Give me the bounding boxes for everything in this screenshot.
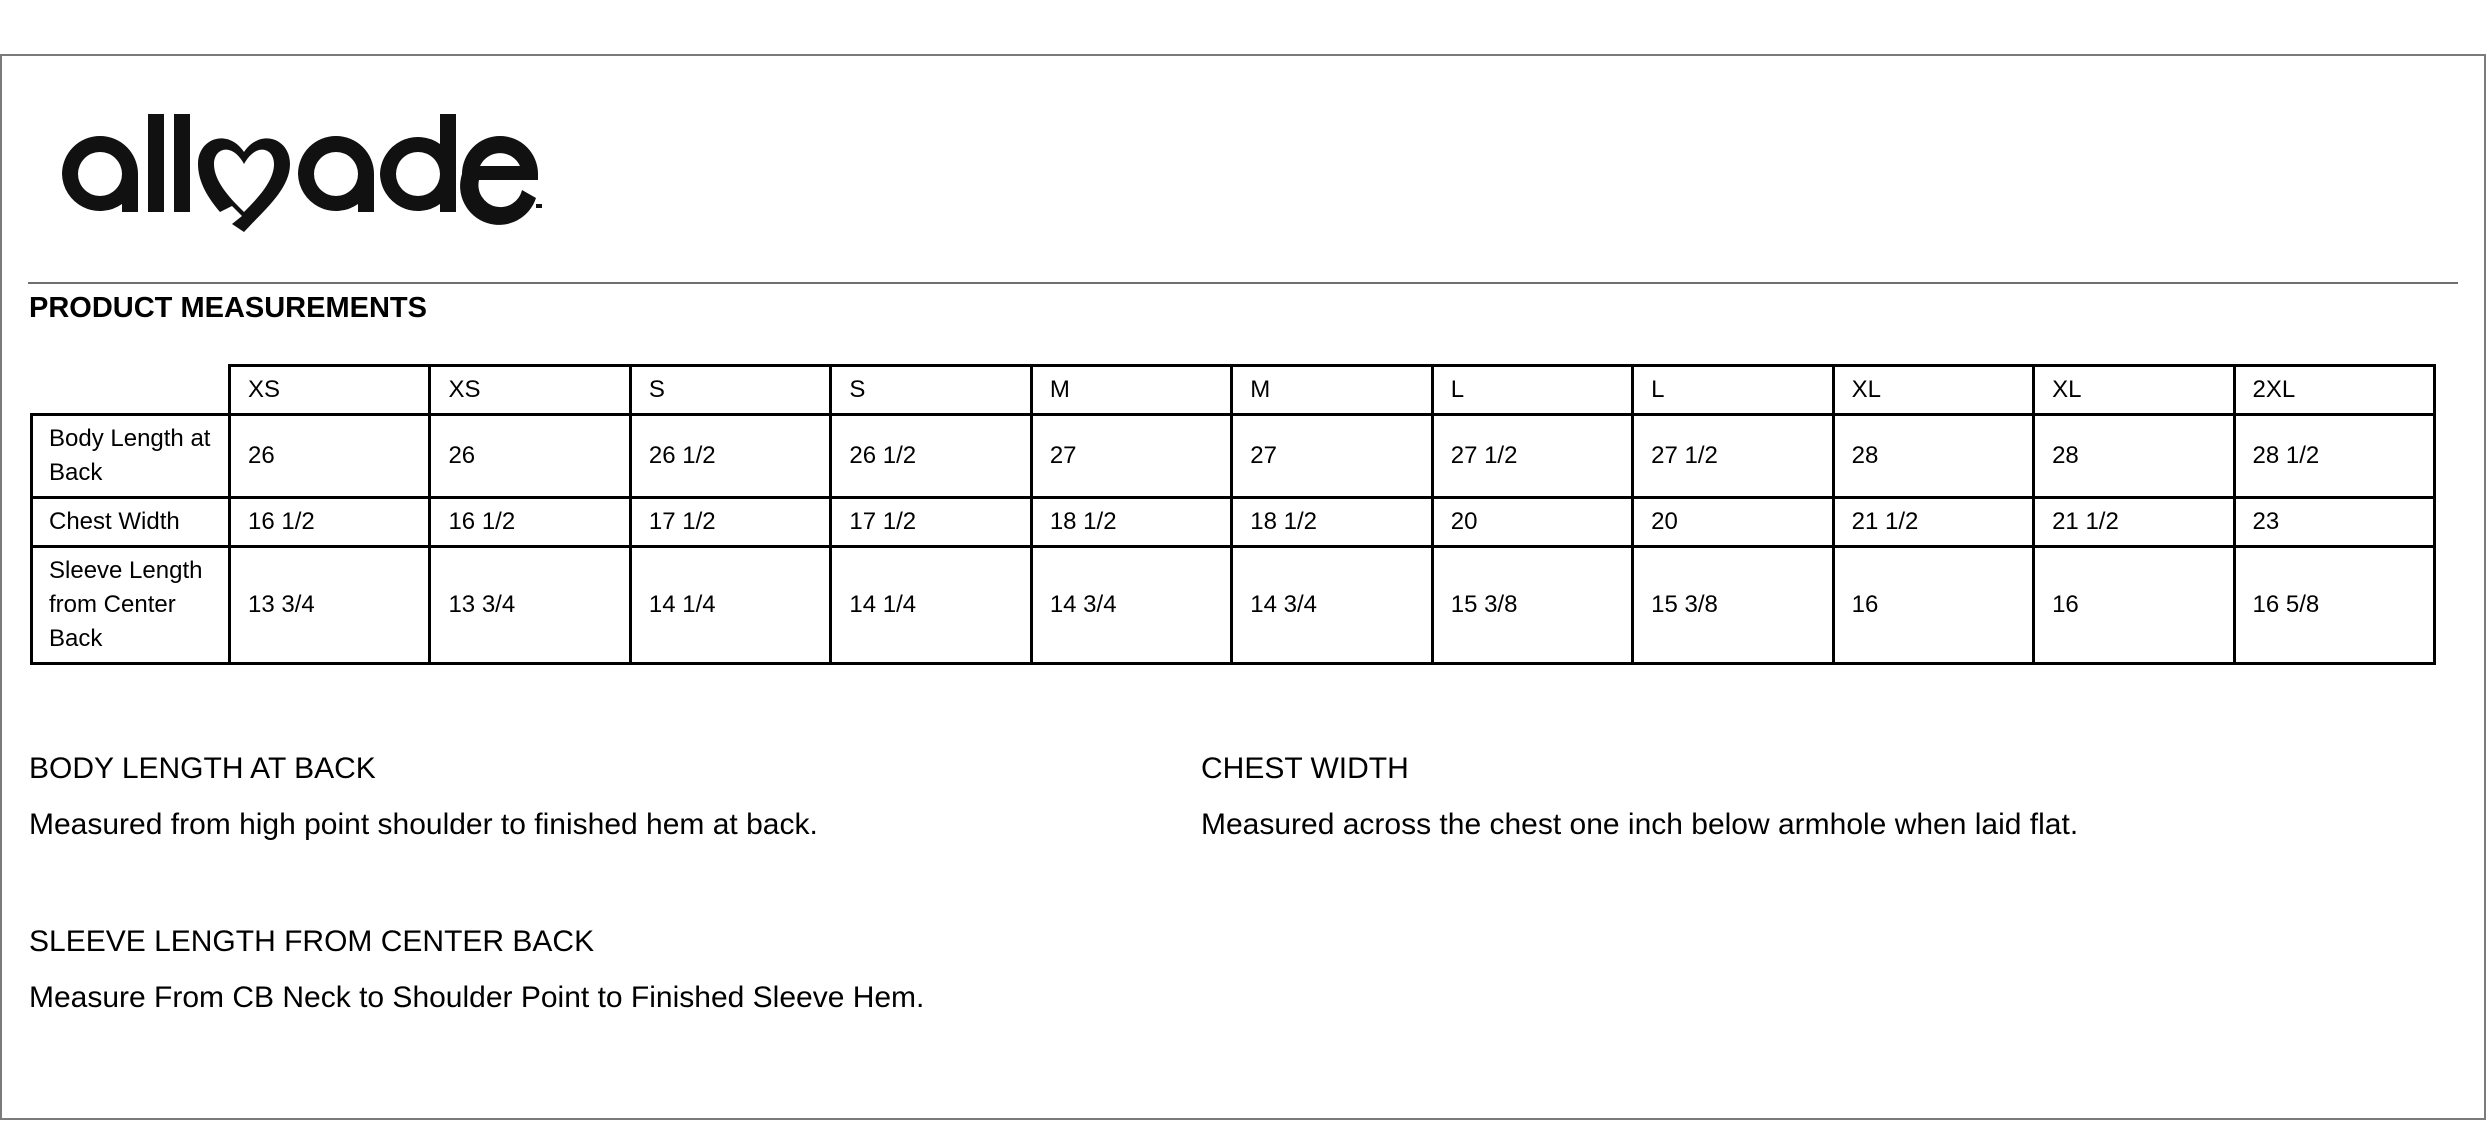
table-cell: 27 1/2	[1633, 415, 1833, 498]
header-divider	[28, 282, 2458, 284]
chest-width-definition	[1201, 752, 2078, 842]
sleeve-length-definition	[29, 925, 924, 1015]
table-cell: 17 1/2	[630, 498, 830, 547]
size-header: L	[1432, 366, 1632, 415]
size-header: 2XL	[2234, 366, 2434, 415]
table-cell: 16	[1833, 547, 2033, 664]
table-cell: 23	[2234, 498, 2434, 547]
table-cell: 20	[1633, 498, 1833, 547]
table-cell: 26 1/2	[630, 415, 830, 498]
row-label: Chest Width	[32, 498, 230, 547]
table-cell: 18 1/2	[1031, 498, 1231, 547]
section-title: PRODUCT MEASUREMENTS	[29, 292, 427, 324]
table-cell: 16 5/8	[2234, 547, 2434, 664]
table-cell: 28 1/2	[2234, 415, 2434, 498]
table-row	[32, 547, 2435, 664]
table-cell: 27	[1232, 415, 1432, 498]
table-cell: 14 3/4	[1232, 547, 1432, 664]
table-row	[32, 415, 2435, 498]
size-header: S	[831, 366, 1031, 415]
size-header: M	[1232, 366, 1432, 415]
table-cell: 16 1/2	[430, 498, 630, 547]
definition-title: CHEST WIDTH	[1201, 752, 1409, 785]
table-cell: 14 3/4	[1031, 547, 1231, 664]
definition-title: BODY LENGTH AT BACK	[29, 752, 376, 785]
body-length-definition	[29, 752, 818, 842]
size-header: L	[1633, 366, 1833, 415]
table-cell: 15 3/8	[1432, 547, 1632, 664]
table-corner	[32, 366, 230, 415]
table-cell: 26	[430, 415, 630, 498]
table-cell: 13 3/4	[230, 547, 430, 664]
size-header: M	[1031, 366, 1231, 415]
table-cell: 18 1/2	[1232, 498, 1432, 547]
size-header: XS	[430, 366, 630, 415]
table-cell: 27 1/2	[1432, 415, 1632, 498]
size-header: XL	[1833, 366, 2033, 415]
table-cell: 13 3/4	[430, 547, 630, 664]
table-cell: 15 3/8	[1633, 547, 1833, 664]
measurement-table	[30, 364, 2436, 665]
table-cell: 26 1/2	[831, 415, 1031, 498]
table-cell: 28	[2034, 415, 2234, 498]
definition-title: SLEEVE LENGTH FROM CENTER BACK	[29, 925, 595, 958]
table-cell: 27	[1031, 415, 1231, 498]
table-cell: 21 1/2	[2034, 498, 2234, 547]
definition-text: Measured across the chest one inch below armhole when laid flat.	[1201, 808, 2079, 841]
allmade-logo	[62, 108, 542, 244]
row-label: Sleeve Length from Center Back	[32, 547, 230, 664]
definition-text: Measure From CB Neck to Shoulder Point to Finished Sleeve Hem.	[29, 981, 925, 1014]
row-label: Body Length at Back	[32, 415, 230, 498]
size-header: S	[630, 366, 830, 415]
definition-text: Measured from high point shoulder to finished hem at back.	[29, 808, 818, 841]
table-cell: 16	[2034, 547, 2234, 664]
table-cell: 17 1/2	[831, 498, 1031, 547]
table-cell: 26	[230, 415, 430, 498]
size-header: XL	[2034, 366, 2234, 415]
table-cell: 28	[1833, 415, 2033, 498]
table-cell: 20	[1432, 498, 1632, 547]
table-cell: 14 1/4	[831, 547, 1031, 664]
table-row	[32, 498, 2435, 547]
size-header-row	[32, 366, 2435, 415]
size-header: XS	[230, 366, 430, 415]
table-cell: 16 1/2	[230, 498, 430, 547]
table-cell: 21 1/2	[1833, 498, 2033, 547]
table-cell: 14 1/4	[630, 547, 830, 664]
